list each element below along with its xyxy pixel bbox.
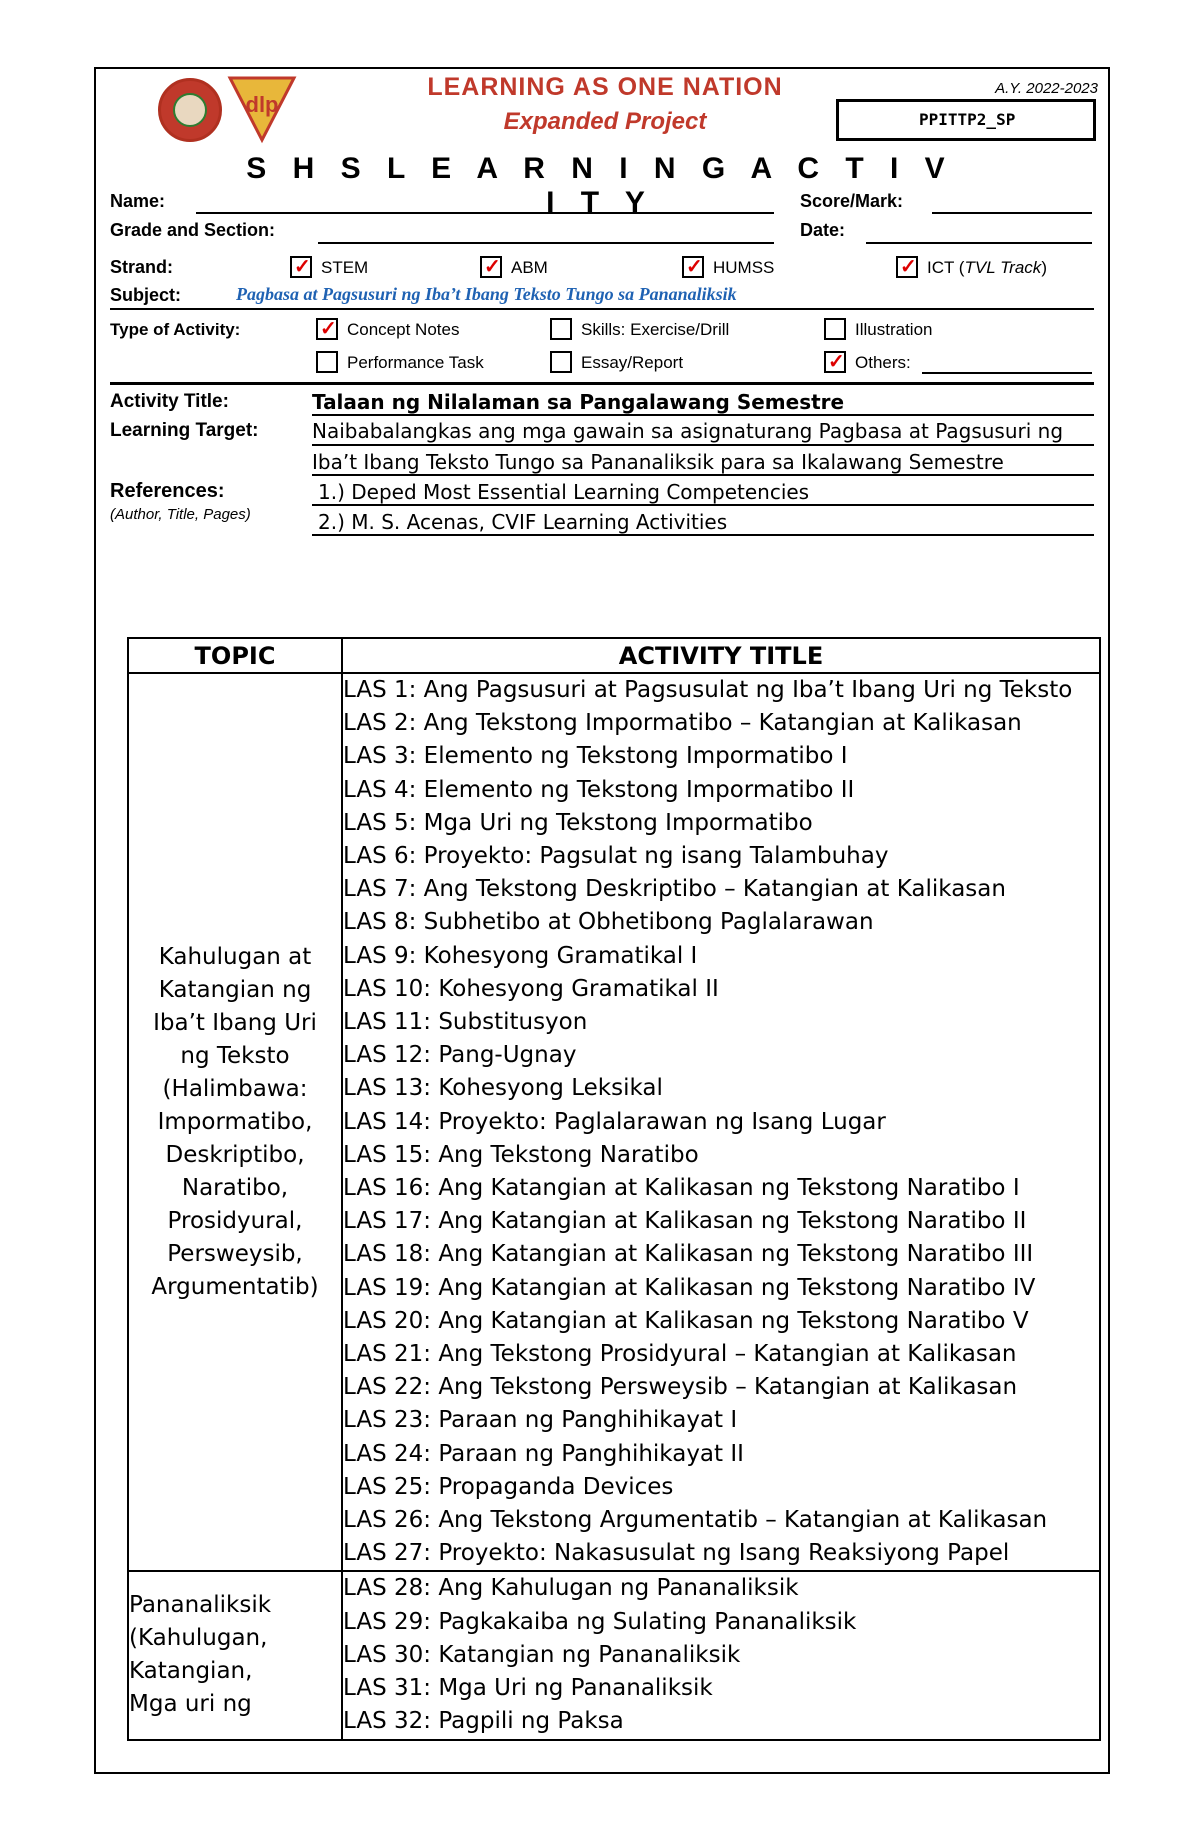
type-skills-checkbox[interactable] (550, 318, 572, 340)
learning-target-underline2 (312, 474, 1094, 476)
header-subtitle: Expanded Project (503, 108, 707, 135)
list-item: LAS 17: Ang Katangian at Kalikasan ng Tekstong Naratibo II (343, 1208, 1027, 1235)
strand-humss-checkbox[interactable]: ✓ (682, 256, 704, 278)
score-label: Score/Mark: (800, 191, 904, 211)
type-performance-task-checkbox[interactable] (316, 351, 338, 373)
dlp-logo (226, 72, 298, 144)
learning-target-line1: Naibabalangkas ang mga gawain sa asignaturang Pagbasa at Pagsusuri ng (312, 419, 1064, 443)
list-item: LAS 21: Ang Tekstong Prosidyural – Katangian at Kalikasan (343, 1341, 1017, 1368)
list-item: LAS 20: Ang Katangian at Kalikasan ng Tekstong Naratibo V (343, 1307, 1029, 1334)
list-item: LAS 6: Proyekto: Pagsulat ng isang Talambuhay (343, 843, 889, 870)
header-activity-title: ACTIVITY TITLE (342, 638, 1100, 673)
list-item: LAS 12: Pang-Ugnay (343, 1042, 577, 1069)
list-item: LAS 4: Elemento ng Tekstong Impormatibo II (343, 776, 855, 803)
topic-line: Kahulugan at (158, 943, 312, 970)
reference-1: 1.) Deped Most Essential Learning Competencies (318, 480, 810, 504)
topic-line: Mga uri ng (129, 1691, 252, 1718)
list-item: LAS 11: Substitusyon (343, 1009, 588, 1036)
strand-abm-checkbox[interactable]: ✓ (480, 256, 502, 278)
subject-value: Pagbasa at Pagsusuri ng Iba’t Ibang Teksto Tungo sa Pananaliksik (236, 284, 737, 304)
strand-abm-label: ABM (511, 258, 548, 277)
activity-title-label: Activity Title: (110, 391, 229, 412)
activities-cell (342, 673, 1100, 1571)
reference-underline1 (312, 504, 1094, 506)
list-item: LAS 27: Proyekto: Nakasusulat ng Isang Reaksiyong Papel (343, 1540, 1010, 1567)
list-item: LAS 26: Ang Tekstong Argumentatib – Katangian at Kalikasan (343, 1507, 1048, 1534)
list-item: LAS 1: Ang Pagsusuri at Pagsusulat ng Iba’t Ibang Uri ng Teksto (343, 677, 1073, 703)
list-item: LAS 13: Kohesyong Leksikal (343, 1075, 663, 1102)
list-item: LAS 9: Kohesyong Gramatikal I (343, 942, 698, 969)
topic-line: Impormatibo, (157, 1108, 313, 1135)
references-note: (Author, Title, Pages) (110, 506, 251, 523)
list-item: LAS 16: Ang Katangian at Kalikasan ng Tekstong Naratibo I (343, 1175, 1020, 1202)
list-item: LAS 18: Ang Katangian at Kalikasan ng Tekstong Naratibo III (343, 1241, 1034, 1268)
date-field[interactable] (866, 242, 1092, 244)
type-of-activity-label: Type of Activity: (110, 320, 241, 339)
list-item: LAS 31: Mga Uri ng Pananaliksik (343, 1675, 713, 1702)
strand-ict-label: ICT (TVL Track) (927, 258, 1047, 277)
list-item: LAS 19: Ang Katangian at Kalikasan ng Tekstong Naratibo IV (343, 1274, 1036, 1301)
type-concept-notes-label: Concept Notes (347, 320, 460, 339)
strand-label: Strand: (110, 257, 173, 277)
table-row (128, 673, 1100, 1571)
date-label: Date: (800, 220, 846, 240)
type-others-label: Others: (855, 353, 911, 372)
activity-table (127, 637, 1101, 1741)
type-others-checkbox[interactable]: ✓ (824, 351, 846, 373)
name-label: Name: (110, 191, 166, 211)
list-item: LAS 29: Pagkakaiba ng Sulating Pananaliksik (343, 1608, 857, 1635)
type-others-field[interactable] (922, 372, 1092, 374)
header-title: LEARNING AS ONE NATION (427, 73, 783, 101)
learning-target-label: Learning Target: (110, 420, 259, 441)
topic-line: Katangian, (129, 1658, 253, 1685)
type-skills-label: Skills: Exercise/Drill (581, 320, 730, 339)
grade-section-field[interactable] (318, 242, 774, 244)
section-divider (110, 382, 1094, 385)
list-item: LAS 7: Ang Tekstong Deskriptibo – Katangian at Kalikasan (343, 876, 1006, 903)
list-item: LAS 8: Subhetibo at Obhetibong Paglalarawan (343, 909, 874, 936)
topic-line: ng Teksto (180, 1042, 290, 1069)
list-item: LAS 15: Ang Tekstong Naratibo (343, 1141, 699, 1168)
topic-line: Prosidyural, (167, 1207, 303, 1234)
academic-year: A.Y. 2022-2023 (995, 80, 1098, 97)
reference-underline2 (312, 534, 1094, 536)
topic-line: Iba’t Ibang Uri (153, 1009, 317, 1036)
strand-ict-checkbox[interactable]: ✓ (896, 256, 918, 278)
activities-cell (342, 1571, 1100, 1739)
topic-cell (128, 1571, 342, 1739)
strand-stem-label: STEM (321, 258, 369, 277)
dlp-logo-text: dlp (245, 92, 279, 117)
topic-line: Deskriptibo, (165, 1141, 305, 1168)
list-item: LAS 32: Pagpili ng Paksa (343, 1708, 624, 1735)
list-item: LAS 10: Kohesyong Gramatikal II (343, 975, 719, 1002)
type-concept-notes-checkbox[interactable]: ✓ (316, 318, 338, 340)
school-seal-logo (158, 78, 222, 142)
list-item: LAS 30: Katangian ng Pananaliksik (343, 1641, 741, 1668)
header-topic: TOPIC (128, 638, 342, 673)
topic-line: Katangian ng (158, 976, 312, 1003)
list-item: LAS 22: Ang Tekstong Persweysib – Katangian at Kalikasan (343, 1374, 1018, 1401)
type-illustration-checkbox[interactable] (824, 318, 846, 340)
list-item: LAS 14: Proyekto: Paglalarawan ng Isang Lugar (343, 1108, 886, 1135)
strand-stem-checkbox[interactable]: ✓ (290, 256, 312, 278)
topic-line: (Kahulugan, (129, 1625, 268, 1652)
list-item: LAS 23: Paraan ng Panghihikayat I (343, 1407, 738, 1434)
table-header-row (128, 638, 1100, 673)
list-item: LAS 28: Ang Kahulugan ng Pananaliksik (343, 1575, 799, 1602)
type-performance-task-label: Performance Task (347, 353, 484, 372)
subject-label: Subject: (110, 285, 182, 305)
list-item: LAS 5: Mga Uri ng Tekstong Impormatibo (343, 809, 813, 836)
score-field[interactable] (932, 212, 1092, 214)
topic-line: Persweysib, (167, 1240, 303, 1267)
name-field[interactable] (196, 212, 774, 214)
learning-target-line2: Iba’t Ibang Teksto Tungo sa Pananaliksik para sa Ikalawang Semestre (312, 450, 1004, 474)
references-label: References: (110, 480, 225, 502)
grade-section-label: Grade and Section: (110, 220, 276, 240)
type-essay-report-checkbox[interactable] (550, 351, 572, 373)
type-illustration-label: Illustration (855, 320, 933, 339)
sheet-title: S H S L E A R N I N G A C T I V I T Y (246, 152, 954, 219)
subject-underline (110, 308, 1094, 310)
type-essay-report-label: Essay/Report (581, 353, 684, 372)
activity-title-underline (312, 414, 1094, 416)
learning-target-underline1 (312, 444, 1094, 446)
list-item: LAS 24: Paraan ng Panghihikayat II (343, 1440, 744, 1467)
list-item: LAS 3: Elemento ng Tekstong Impormatibo I (343, 743, 848, 770)
topic-cell (128, 673, 342, 1571)
list-item: LAS 2: Ang Tekstong Impormatibo – Katangian at Kalikasan (343, 710, 1022, 737)
topic-line: Pananaliksik (129, 1592, 272, 1619)
table-row (128, 1571, 1100, 1739)
reference-2: 2.) M. S. Acenas, CVIF Learning Activities (318, 510, 728, 534)
strand-humss-label: HUMSS (713, 258, 775, 277)
document-code: PPITTP2_SP (836, 99, 1096, 141)
topic-line: Argumentatib) (151, 1273, 319, 1300)
activity-title-value: Talaan ng Nilalaman sa Pangalawang Semestre (312, 390, 845, 414)
topic-line: Naratibo, (181, 1174, 289, 1201)
topic-line: (Halimbawa: (162, 1075, 308, 1102)
list-item: LAS 25: Propaganda Devices (343, 1473, 674, 1500)
